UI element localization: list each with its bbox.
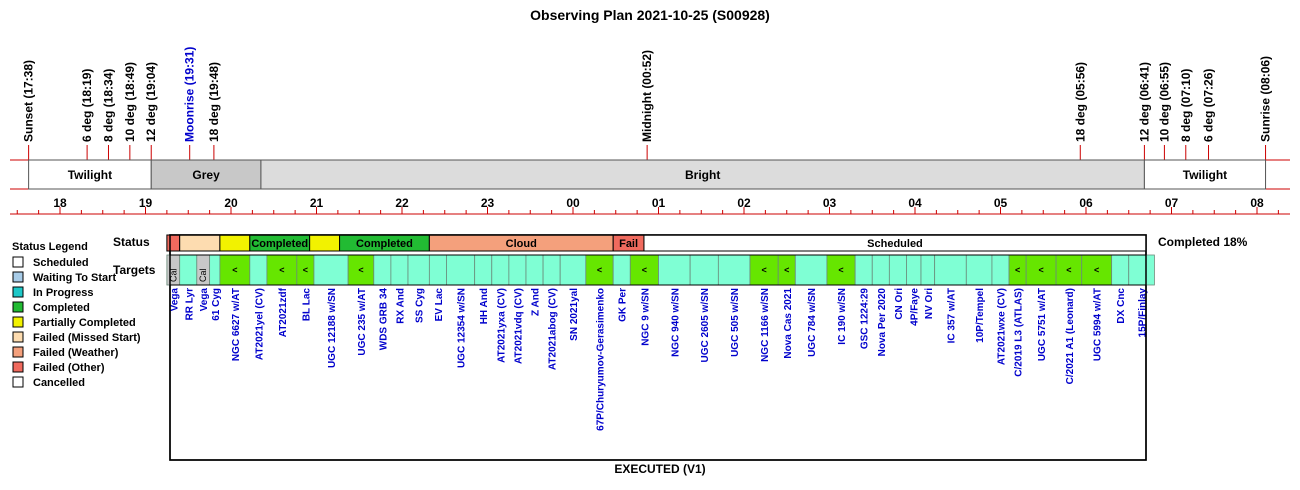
hour-label: 08 <box>1250 196 1264 210</box>
hour-label: 01 <box>651 196 666 210</box>
target-label: IC 357 w/AT <box>946 288 958 344</box>
status-row <box>167 235 1146 251</box>
target-marker: < <box>1066 265 1072 275</box>
event-label: 12 deg (06:41) <box>1137 61 1152 142</box>
phase-label: Twilight <box>1182 168 1228 182</box>
target-label: NGC 1166 w/SN <box>760 288 772 362</box>
target-label: GK Per <box>617 288 629 322</box>
target-marker: < <box>838 265 844 275</box>
plan-footer: EXECUTED (V1) <box>614 462 706 476</box>
target-label: DX Cnc <box>1116 288 1128 324</box>
target-block <box>543 255 560 285</box>
status-block-label: Completed <box>251 238 309 250</box>
target-label: WDS GRB 34 <box>378 288 390 351</box>
legend-item-label: Cancelled <box>33 377 85 389</box>
target-label: AT2021zdf <box>277 288 289 338</box>
status-block-label: Scheduled <box>867 238 923 250</box>
hour-label: 07 <box>1164 196 1179 210</box>
status-block <box>180 235 220 251</box>
event-markers <box>10 47 1290 160</box>
target-block <box>526 255 543 285</box>
hour-label: 05 <box>993 196 1008 210</box>
target-block <box>966 255 992 285</box>
target-label: C/2021 A1 (Leonard) <box>1064 288 1076 385</box>
legend-swatch <box>13 377 23 387</box>
status-row-label: Status <box>113 235 150 249</box>
target-label: BL Lac <box>301 288 313 322</box>
target-label: Nova Per 2020 <box>876 288 888 357</box>
target-label: CN Ori <box>893 288 905 320</box>
status-block <box>220 235 250 251</box>
target-label: C/2019 L3 (ATLAS) <box>1013 288 1025 377</box>
target-label: NGC 9 w/SN <box>640 288 652 346</box>
status-block-label: Cloud <box>505 238 537 250</box>
target-block <box>391 255 408 285</box>
legend-item-label: In Progress <box>33 287 94 299</box>
target-block <box>374 255 391 285</box>
target-block <box>210 255 220 285</box>
hour-axis <box>10 196 1290 214</box>
hour-label: 03 <box>822 196 837 210</box>
hour-label: 06 <box>1079 196 1093 210</box>
target-block <box>250 255 267 285</box>
target-label: SS Cyg <box>414 288 426 324</box>
event-label: 6 deg (18:19) <box>80 68 95 142</box>
target-block <box>560 255 586 285</box>
target-label: AT2021vdq (CV) <box>513 288 525 364</box>
target-block <box>446 255 474 285</box>
target-label: UGC 784 w/SN <box>807 288 819 357</box>
target-block <box>889 255 906 285</box>
legend-item-label: Partially Completed <box>33 317 136 329</box>
legend-title: Status Legend <box>12 241 88 253</box>
target-block <box>935 255 967 285</box>
phase-label: Grey <box>192 168 220 182</box>
target-label: RX And <box>395 288 407 324</box>
event-label: 12 deg (19:04) <box>144 61 159 142</box>
target-marker: < <box>761 265 767 275</box>
event-label: 8 deg (07:10) <box>1178 68 1193 142</box>
hour-label: 02 <box>737 196 751 210</box>
event-label: Sunrise (08:06) <box>1258 55 1273 142</box>
target-label: HH And <box>479 288 491 325</box>
phase-label: Bright <box>684 168 721 182</box>
target-label: IC 190 w/SN <box>837 288 849 345</box>
target-label: EV Lac <box>433 288 445 322</box>
hour-label: 04 <box>908 196 922 210</box>
hour-label: 20 <box>224 196 238 210</box>
phase-label: Twilight <box>67 168 113 182</box>
legend-swatch <box>13 272 23 282</box>
target-block <box>180 255 197 285</box>
target-label: AT2021yel (CV) <box>254 288 266 361</box>
target-block <box>492 255 509 285</box>
status-block <box>167 235 180 251</box>
legend-swatch <box>13 302 23 312</box>
target-label: 67P/Churyumov-Gerasimenko <box>595 288 607 431</box>
target-block <box>992 255 1009 285</box>
target-label: RR Lyr <box>184 288 196 321</box>
target-block <box>1112 255 1129 285</box>
target-label: NGC 940 w/SN <box>670 288 682 357</box>
target-block <box>795 255 827 285</box>
calibration-marker: Cal <box>168 268 179 282</box>
event-label: 10 deg (06:55) <box>1157 61 1172 142</box>
target-block <box>613 255 630 285</box>
target-marker: < <box>784 265 790 275</box>
target-block <box>872 255 889 285</box>
target-block <box>1129 255 1155 285</box>
target-label: 4P/Faye <box>909 288 921 326</box>
target-block <box>690 255 718 285</box>
legend-swatch <box>13 317 23 327</box>
hour-label: 23 <box>480 196 495 210</box>
legend-swatch <box>13 362 23 372</box>
target-marker: < <box>279 265 285 275</box>
hour-label: 21 <box>309 196 324 210</box>
event-label: 18 deg (19:48) <box>206 61 221 142</box>
target-block <box>659 255 691 285</box>
legend-item-label: Scheduled <box>33 257 89 269</box>
legend-item-label: Waiting To Start <box>33 272 117 284</box>
status-block-label: Fail <box>619 238 639 250</box>
legend-swatch <box>13 287 23 297</box>
target-label: AT2021wxe (CV) <box>996 288 1008 366</box>
target-label: UGC 505 w/SN <box>730 288 742 357</box>
target-block <box>906 255 921 285</box>
target-label: Z And <box>530 288 542 316</box>
event-label: Midnight (00:52) <box>640 50 655 142</box>
target-label: UGC 12188 w/SN <box>327 288 339 369</box>
targets-row-label: Targets <box>113 263 156 277</box>
target-block <box>475 255 492 285</box>
plan-title: Observing Plan 2021-10-25 (S00928) <box>530 7 770 23</box>
legend-swatch <box>13 347 23 357</box>
target-block <box>718 255 750 285</box>
hour-label: 00 <box>566 196 580 210</box>
event-label: Sunset (17:38) <box>21 59 36 142</box>
target-block <box>408 255 429 285</box>
legend-swatch <box>13 332 23 342</box>
hour-label: 19 <box>138 196 153 210</box>
target-label: Vega <box>199 288 211 312</box>
target-marker: < <box>358 265 364 275</box>
status-block <box>310 235 340 251</box>
target-block <box>509 255 526 285</box>
target-label: UGC 2605 w/SN <box>700 288 712 363</box>
target-marker: < <box>1014 265 1021 275</box>
target-label: 15P/Finlay <box>1137 288 1149 338</box>
target-label: Nova Cas 2021 <box>782 288 794 359</box>
target-block <box>429 255 446 285</box>
target-block <box>314 255 348 285</box>
target-label: 10P/Tempel <box>975 288 987 343</box>
event-label: 6 deg (07:26) <box>1201 68 1216 142</box>
completed-percentage: Completed 18% <box>1158 235 1248 249</box>
target-marker: < <box>1094 265 1100 275</box>
status-block-label: Completed <box>356 238 413 250</box>
target-label: GSC 1224:29 <box>859 288 871 350</box>
event-label: 8 deg (18:34) <box>101 68 116 142</box>
target-label: UGC 12354 w/SN <box>456 288 468 369</box>
target-label: AT2021yxa (CV) <box>496 288 508 363</box>
target-block <box>855 255 872 285</box>
target-label: UGC 235 w/AT <box>356 288 368 356</box>
target-marker: < <box>302 265 309 275</box>
target-label: UGC 5751 w/AT <box>1037 288 1049 362</box>
target-label: Vega <box>169 288 181 312</box>
legend-item-label: Failed (Other) <box>33 362 105 374</box>
target-marker: < <box>641 265 648 275</box>
target-block <box>921 255 935 285</box>
event-label: 10 deg (18:49) <box>122 61 137 142</box>
hour-label: 22 <box>395 196 409 210</box>
legend-item-label: Completed <box>33 302 90 314</box>
target-label: NGC 6627 w/AT <box>230 288 242 362</box>
target-label: UGC 5994 w/AT <box>1092 288 1104 362</box>
hour-label: 18 <box>53 196 67 210</box>
targets-row <box>167 255 1155 285</box>
target-label: NV Ori <box>923 288 935 320</box>
target-label: AT2021abog (CV) <box>547 288 559 371</box>
target-marker: < <box>1038 265 1044 275</box>
legend-swatch <box>13 257 23 267</box>
target-label: SN 2021yal <box>569 288 580 341</box>
target-label: 61 Cyg <box>210 288 222 321</box>
calibration-marker: Cal <box>198 268 209 282</box>
legend-item-label: Failed (Weather) <box>33 347 119 359</box>
target-marker: < <box>596 265 603 275</box>
event-label: Moonrise (19:31) <box>182 46 197 142</box>
event-label: 18 deg (05:56) <box>1073 61 1088 142</box>
phase-band <box>10 160 1290 189</box>
target-marker: < <box>232 265 238 275</box>
legend-item-label: Failed (Missed Start) <box>33 332 141 344</box>
